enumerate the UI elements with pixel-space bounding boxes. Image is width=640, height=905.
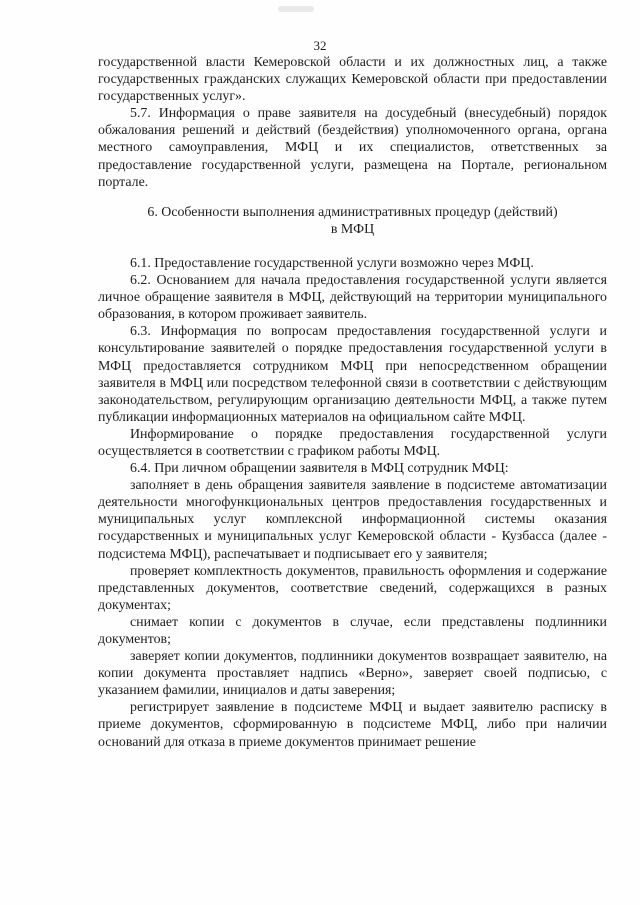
page-number: 32 [313,38,327,53]
paragraph-certifies-copies: заверяет копии документов, подлинники документов возвращает заявителю, на копии документа проставляет надпись «Верно», заверяет своей подписью, с указанием фамилии, инициалов и даты заверения; [98,649,607,699]
paragraph-6-1: 6.1. Предоставление государственной услуги возможно через МФЦ. [130,255,534,271]
paragraph-continuation: государственной власти Кемеровской области и их должностных лиц, а также государственных гражданских служащих Кемеровской области при предоставлении государственных услуг». [98,55,607,105]
paragraph-fills-application: заполняет в день обращения заявителя заявление в подсистеме автоматизации деятельности многофункциональных центров предоставления государственных и муниципальных услуг комплексной информационной системы оказания государственных и муниципальных услуг Кемеровской области - Кузбасса (далее - подсистема МФЦ), распечатывает и подписывает его у заявителя; [98,478,607,562]
section-heading-line-2: в МФЦ [330,221,375,237]
paragraph-informing: Информирование о порядке предоставления государственной услуги осуществляется в соответствии с графиком работы МФЦ. [98,426,607,459]
scan-artifact [278,6,314,12]
section-heading [98,204,607,238]
paragraph-checks-documents: проверяет комплектность документов, правильность оформления и содержание представленных документов, соответствие сведений, содержащихся в разных документах; [98,563,607,613]
document-body [98,54,607,751]
paragraph-6-4: 6.4. При личном обращении заявителя в МФЦ сотрудник МФЦ: [130,461,509,477]
paragraph-makes-copies: снимает копии с документов в случае, если представлены подлинники документов; [98,614,607,647]
paragraph-5-7: 5.7. Информация о праве заявителя на досудебный (внесудебный) порядок обжалования решений и действий (бездействия) уполномоченного органа, органа местного самоуправления, МФЦ и их специалистов, ответственных за предоставление государственной услуги, размещена на Портале, региональном портале. [98,106,607,190]
paragraph-6-2: 6.2. Основанием для начала предоставления государственной услуги является личное обращение заявителя в МФЦ, действующий на территории муниципального образования, в котором проживает заявитель. [98,273,607,323]
paragraph-6-3: 6.3. Информация по вопросам предоставления государственной услуги и консультирование заявителей о порядке предоставления государственной услуги в МФЦ предоставляется сотрудником МФЦ при непосредственном обращении заявителя в МФЦ или посредством телефонной связи в соответствии с действующим законодательством, регулирующим организацию деятельности МФЦ, а также путем публикации информационных материалов на официальном сайте МФЦ. [98,324,607,425]
section-heading-line-1: 6. Особенности выполнения административных процедур (действий) [147,204,558,220]
paragraph-registers-application: регистрирует заявление в подсистеме МФЦ и выдает заявителю расписку в приеме документов, сформированную в подсистеме МФЦ, либо при наличии оснований для отказа в приеме документов принимает решение [98,700,607,750]
